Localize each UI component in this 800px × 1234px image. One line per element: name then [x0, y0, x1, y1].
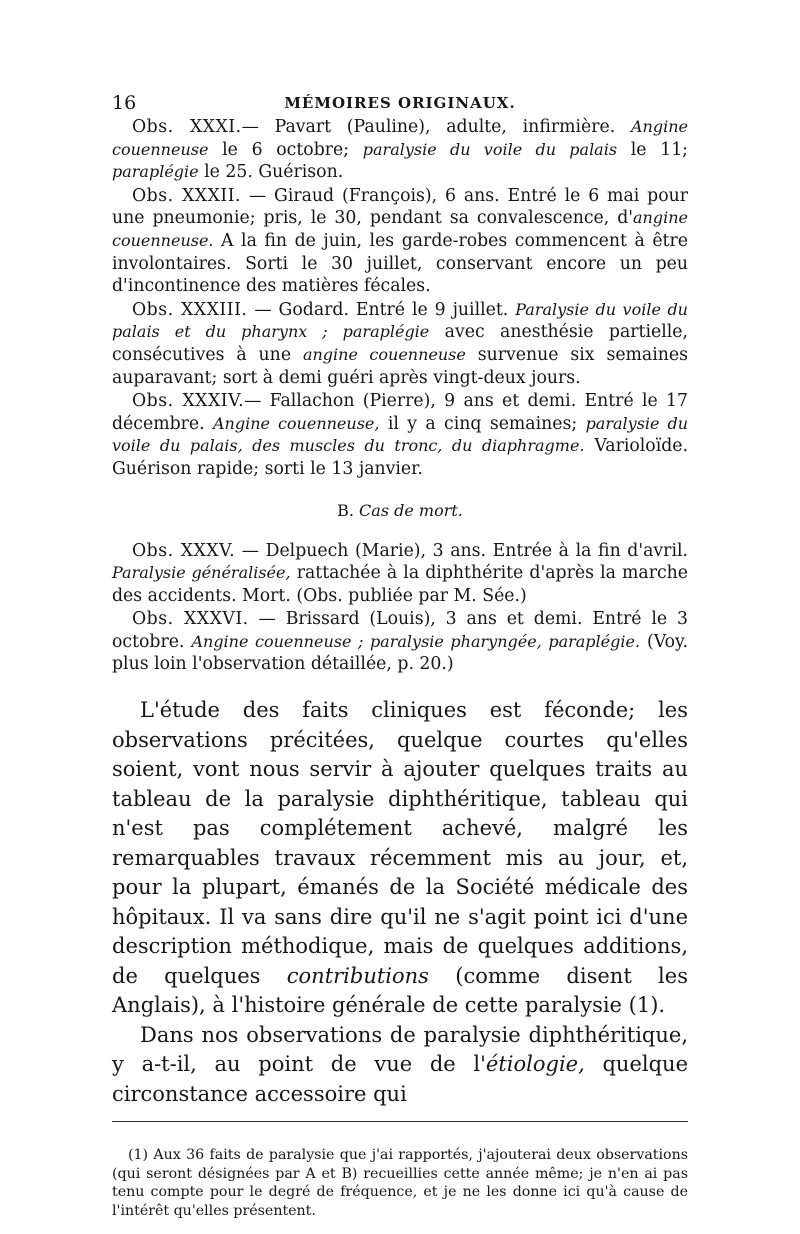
footnote: (1) Aux 36 faits de paralysie que j'ai rapportés, j'ajouterai deux observations (qui seront désignées par A et B) recueillies cette année même; je n'en ai pas tenu compte pour le degré de fréquence, et je ne les donne ici qu'à cause de l'intérêt qu'elles présentent.: [112, 1147, 688, 1219]
observation-xxxi: Obs. XXXI.— Pavart (Pauline), adulte, infirmière. Angine couenneuse le 6 octobre; paralysie du voile du palais le 11; paraplégie le 25. Guérison.: [112, 117, 689, 183]
observation-label: Obs. XXXVI.: [132, 609, 249, 630]
page-number: 16: [112, 92, 137, 114]
footnote-divider: [112, 1121, 688, 1122]
observation-label: Obs. XXXIV.: [132, 391, 245, 412]
page-header: [112, 86, 688, 116]
body-paragraph: L'étude des faits cliniques est féconde; les observations précitées, quelque courtes qu'elles soient, vont nous servir à ajouter quelques traits au tableau de la paralysie diphthéritique, tableau qui n'est pas complétement achevé, malgré les remarquables travaux récemment mis au jour, et, pour la plupart, émanés de la Société médicale des hôpitaux. Il va sans dire qu'il ne s'agit point ici d'une description méthodique, mais de quelques additions, de quelques contributions (comme disent les Anglais), à l'histoire générale de cette paralysie (1).: [112, 698, 688, 1018]
running-title: MÉMOIRES ORIGINAUX.: [284, 94, 516, 112]
observation-label: Obs. XXXI.: [132, 117, 242, 137]
observation-label: Obs. XXXII.: [132, 185, 242, 206]
observation-xxxvi: Obs. XXXVI. — Brissard (Louis), 3 ans et demi. Entré le 3 octobre. Angine couenneuse ; paralysie pharyngée, paraplégie. (Voy. plus loin l'observation détaillée, p. 20.): [112, 609, 689, 675]
book-page: [112, 86, 688, 1234]
section-subheading: B. Cas de mort.: [337, 500, 463, 520]
body-paragraph: Dans nos observations de paralysie diphthéritique, y a-t-il, au point de vue de l'étiologie, quelque circonstance accessoire qui: [112, 1022, 688, 1106]
observation-label: Obs. XXXIII.: [132, 299, 248, 320]
observation-xxxii: Obs. XXXII. — Giraud (François), 6 ans. Entré le 6 mai pour une pneumonie; pris, le 30, pendant sa convalescence, d'angine couenneuse. A la fin de juin, les garde-robes commencent à être involontaires. Sorti le 30 juillet, conservant encore un peu d'incontinence des matières fécales.: [112, 185, 688, 297]
observation-xxxv: Obs. XXXV. — Delpuech (Marie), 3 ans. Entrée à la fin d'avril. Paralysie généralisée, rattachée à la diphthérite d'après la marche des accidents. Mort. (Obs. publiée par M. Sée.): [112, 540, 689, 606]
observation-xxxiv: Obs. XXXIV.— Fallachon (Pierre), 9 ans et demi. Entré le 17 décembre. Angine couenneuse, il y a cinq semaines; paralysie du voile du palais, des muscles du tronc, du diaphragme. Varioloïde. Guérison rapide; sorti le 13 janvier.: [112, 391, 689, 479]
observation-xxxiii: Obs. XXXIII. — Godard. Entré le 9 juillet. Paralysie du voile du palais et du pharynx ; paraplégie avec anesthésie partielle, consécutives à une angine couenneuse survenue six semaines auparavant; sort à demi guéri après vingt-deux jours.: [112, 299, 688, 388]
observation-label: Obs. XXXV.: [132, 540, 236, 561]
